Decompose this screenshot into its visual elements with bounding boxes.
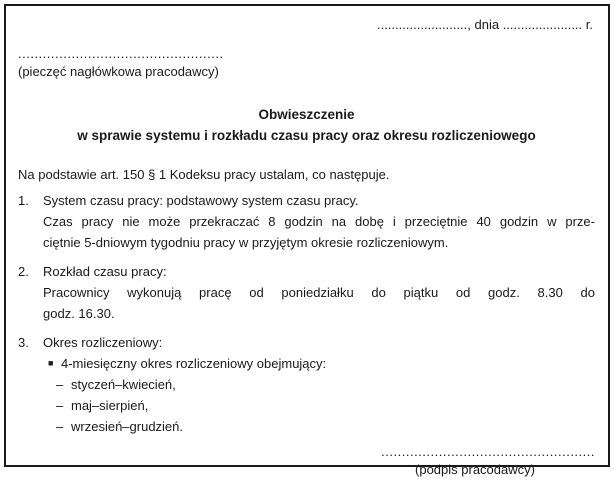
item-text-line: Pracownicy wykonują pracę od poniedziałku do piątku od godz. 8.30 do	[43, 282, 595, 303]
item-number: 1.	[18, 190, 43, 253]
intro-paragraph: Na podstawie art. 150 § 1 Kodeksu pracy ustalam, co następuje.	[18, 164, 595, 185]
item-body	[43, 261, 595, 324]
dash-item-text: styczeń–kwiecień,	[71, 374, 176, 395]
list-item-settlement-period	[18, 332, 595, 437]
item-body	[43, 332, 595, 437]
item-body	[43, 190, 595, 253]
item-text-line: Czas pracy nie może przekraczać 8 godzin na dobę i przeciętnie 40 godzin w prze-	[43, 211, 595, 232]
bullet-line	[43, 353, 595, 374]
item-number: 3.	[18, 332, 43, 437]
stamp-dotted-line: ..................................................	[18, 47, 595, 61]
document-subtitle: w sprawie systemu i rozkładu czasu pracy oraz okresu rozliczeniowego	[18, 125, 595, 146]
document-title: Obwieszczenie	[18, 104, 595, 125]
item-number: 2.	[18, 261, 43, 324]
list-item-work-time-system	[18, 190, 595, 253]
dash-item-text: maj–sierpień,	[71, 395, 148, 416]
stamp-caption: (pieczęć nagłówkowa pracodawcy)	[18, 61, 595, 82]
item-text-line: godz. 16.30.	[43, 303, 595, 324]
bullet-text: 4-miesięczny okres rozliczeniowy obejmujący:	[61, 353, 326, 374]
dash-marker: –	[56, 416, 71, 437]
dash-list-item	[43, 374, 595, 395]
square-bullet-icon: ■	[48, 353, 61, 374]
dash-marker: –	[56, 395, 71, 416]
dash-marker: –	[56, 374, 71, 395]
item-heading: Rozkład czasu pracy:	[43, 261, 595, 282]
list-item-work-time-schedule	[18, 261, 595, 324]
dash-list-item	[43, 395, 595, 416]
item-text-line: ciętnie 5-dniowym tygodniu pracy w przyjętym okresie rozliczeniowym.	[43, 232, 595, 253]
dash-list-item	[43, 416, 595, 437]
employer-stamp-block	[18, 47, 595, 82]
date-line: ........................., dnia ...................... r.	[18, 14, 595, 35]
document-page	[4, 4, 610, 467]
signature-caption: (podpis pracodawcy)	[355, 459, 595, 480]
item-heading: System czasu pracy: podstawowy system czasu pracy.	[43, 190, 595, 211]
item-heading: Okres rozliczeniowy:	[43, 332, 595, 353]
signature-dotted-line: ....................................................	[355, 445, 595, 459]
dash-item-text: wrzesień–grudzień.	[71, 416, 183, 437]
employer-signature-block	[355, 445, 595, 480]
document-title-block	[18, 104, 595, 146]
